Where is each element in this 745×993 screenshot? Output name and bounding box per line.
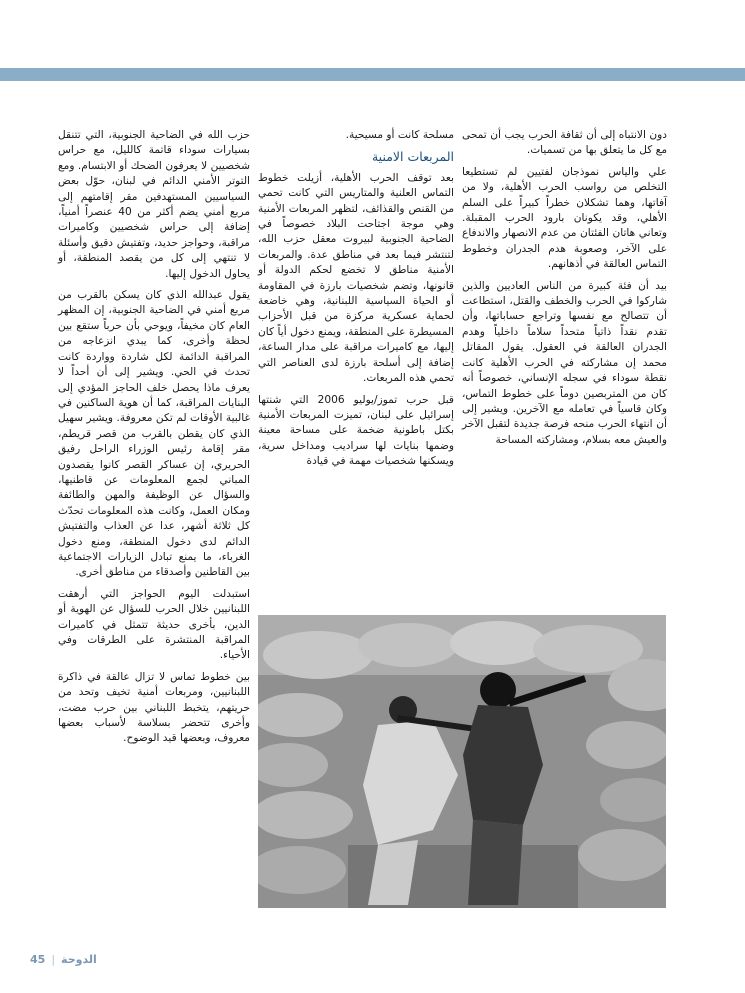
page-number: 45: [30, 952, 46, 966]
paragraph: استبدلت اليوم الحواجز التي أرهقت اللبنانيين خلال الحرب للسؤال عن الهوية أو الدين، بأخرى حديثة تتمثل في كاميرات المراقبة المنتشرة على الطرقات وفي الأحياء.: [58, 587, 250, 662]
paragraph: قبل حرب تموز/يوليو 2006 التي شنتها إسرائيل على لبنان، تميزت المربعات الأمنية بكتل باطونية ضخمة على مساحة معينة وضمها بنايات لها سراديب ومداخل سرية، ويسكنها شخصيات مهمة في قيادة: [258, 393, 454, 468]
paragraph: بيد أن فئة كبيرة من الناس العاديين والذين شاركوا في الحرب والخطف والقتل، استطاعت أن تتصالح مع نفسها وتراجع حساباتها، وأن تقدم نقداً ذاتياً متحداً سلاماً داخلياً وهدم الجدران العالقة في العقول. يقول المقاتل محمد إن مشاركته في الحرب الأهلية كانت نقطة سوداء في سجله الإنساني، خصوصاً أنه كان من المتربصين دوماً على خطوط التماس، وكان قاسياً في تعامله مع الآخرين. ويشير إلى أن انتهاء الحرب منحه فرصة جديدة لتقبل الآخر والعيش معه بسلام، ومشاركته المساحة: [462, 279, 667, 446]
paragraph: حزب الله في الضاحية الجنوبية، التي تتنقل بسيارات سوداء قاتمة كالليل، مع حراس شخصيين لا يعرفون الضحك أو الابتسام. ومع التوتر الأمني الدائم في لبنان، حوّل بعض السياسيين المستهدفين مقر إقامتهم إلى مربع أمني يضم أكثر من 40 عنصراً أمنياً، إضافة إلى حراس شخصيين وكاميرات مراقبة، وحواجز حديد، وتفتيش دقيق وأسئلة لا تنتهي إلى كل من يقصد المنطقة، أو يحاول الدخول إليها.: [58, 129, 250, 280]
paragraph: بين خطوط تماس لا تزال عالقة في ذاكرة اللبنانيين، ومربعات أمنية تخيف وتحد من حريتهم، يتخبط اللبناني بين حرب مضت، وأخرى تتحضر بسلاسة لأسباب بعضها معروف، وبعضها قيد الوضوح.: [58, 670, 250, 745]
paragraph: علي والياس نموذجان لفتيين لم تستطيعا التخلص من رواسب الحرب الأهلية، ولا من آفاتها، وهما تشكلان خطراً كبيراً على السلم الأهلي، وقد يكونان بارود الحرب المقبلة. وتعاني هاتان الفئتان من عدم الانصهار والاندفاع على الآخر، وصعوبة هدم الجدران وخطوط التماس العالقة في أذهانهم.: [462, 165, 667, 271]
paragraph: مسلحة كانت أو مسيحية.: [345, 129, 454, 141]
article-column-left: [58, 128, 250, 753]
section-subheading: المربعات الامنية: [371, 149, 454, 165]
page-footer: [30, 950, 97, 968]
paragraph: يقول عبدالله الذي كان يسكن بالقرب من مربع أمني في الضاحية الجنوبية، إن المظهر العام كان مخيفاً، ويوحي بأن حرباً ستقع بين لحظة وأخرى، كما يبدي انزعاجه من المراقبة الدائمة لكل شاردة وواردة كانت تحدث في الحي. ويشير إلى أن أحداً لا يعرف ماذا يحصل خلف الحاجز المؤدي إلى البنايات المراقبة، كما أن هوية الساكنين في غالبية الأوقات لم تكن معروفة. ويشير سهيل الذي كان يقطن بالقرب من قصر قريطم، مقر إقامة رئيس الوزراء الراحل رفيق الحريري، إن عساكر القصر كانوا يقصدون المباني لجمع المعلومات عن قاطنيها، والسؤال عن الوظيفة والمهن والطائفة ومكان العمل، وكانت هذه المعلومات تحدّث كل ثلاثة أشهر، عدا عن العذاب والتفتيش الدائم لدى دخول المنطقة، ومنع دخول الغرباء، ما يمنع تبادل الزيارات الاجتماعية بين القاطنين وأصدقاء من مناطق أخرى.: [58, 289, 250, 579]
article-photo-fighters-behind-sandbags: [258, 615, 666, 908]
magazine-name: الدوحة: [61, 952, 97, 966]
footer-separator: |: [51, 952, 56, 966]
article-column-right: [462, 128, 667, 454]
top-color-band: [0, 68, 745, 81]
paragraph: بعد توقف الحرب الأهلية، أزيلت خطوط التماس العلنية والمتاريس التي كانت تحمي من القنص والقذائف، لتظهر المربعات الأمنية وهي موجة اجتاحت البلاد خصوصاً في الضاحية الجنوبية لبيروت معقل حزب الله، لتنتشر فيما بعد في مناطق عدة. والمربعات الأمنية مناطق لا تخضع لحكم الدولة أو قانونها، وتضم شخصيات بارزة في المقاومة أو الحياة السياسية اللبنانية، وهي خاضعة لحماية عسكرية مركزة من قبل الأحزاب المسيطرة على المنطقة، ويمنع دخول أياً كان إليها، مع كاميرات مراقبة على مدار الساعة، إضافة إلى أسلحة بارزة لدى العناصر التي تحمي هذه المربعات.: [258, 171, 454, 385]
paragraph: دون الانتباه إلى أن ثقافة الحرب يجب أن تمحى مع كل ما يتعلق بها من تسميات.: [462, 129, 667, 157]
article-column-middle: [258, 128, 454, 476]
